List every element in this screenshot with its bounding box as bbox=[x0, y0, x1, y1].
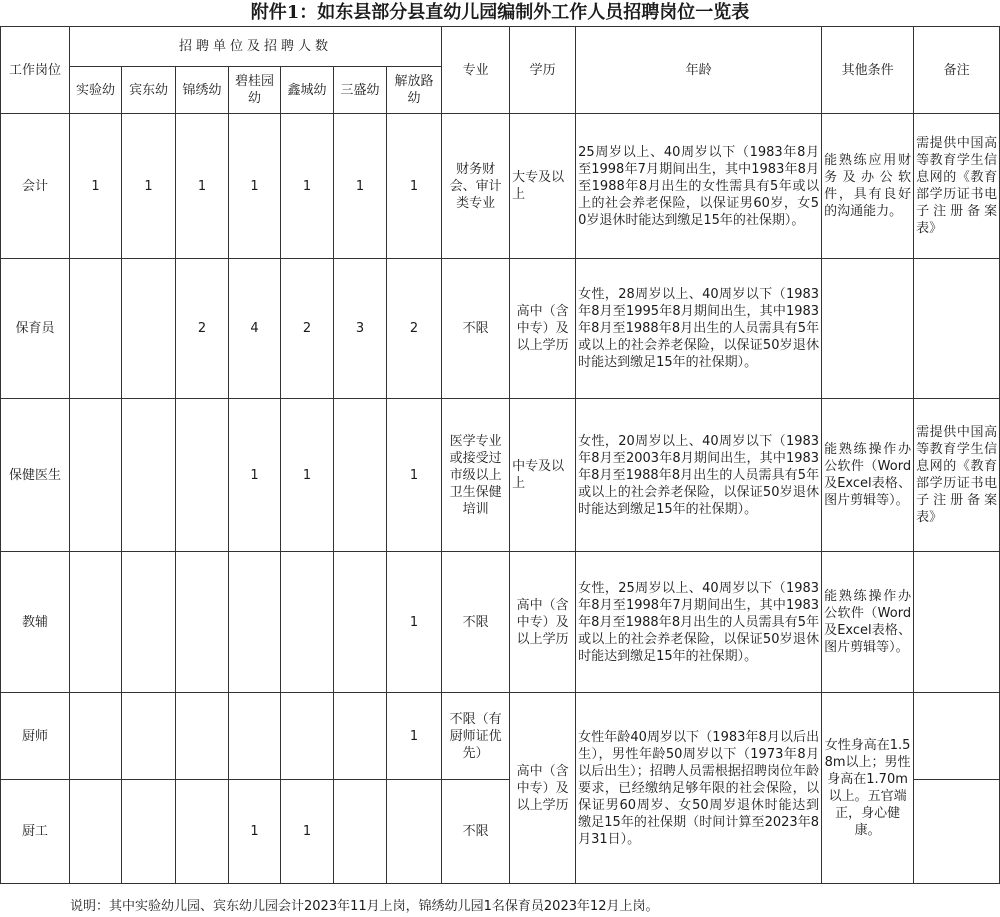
age-cell: 女性，28周岁以上、40周岁以下（1983年8月至1995年8月期间出生，其中1983年8月至1988年8月出生的人员需具有5年或以上的社会养老保险，以保证50岁退休时能达到缴足15年的社保期）。 bbox=[576, 259, 822, 399]
age-cell: 女性，20周岁以上、40周岁以下（1983年8月至2003年8月期间出生，其中1983年8月至1988年8月出生的人员需具有5年或以上的社会养老保险，以保证50岁退休时能达到缴足15年的社保期）。 bbox=[576, 399, 822, 552]
count-cell bbox=[70, 780, 122, 884]
table-row bbox=[1, 259, 1000, 399]
recruitment-table bbox=[0, 26, 1000, 884]
table-row bbox=[1, 114, 1000, 259]
count-cell: 2 bbox=[281, 259, 334, 399]
position-cell: 保健医生 bbox=[1, 399, 70, 552]
position-cell: 会计 bbox=[1, 114, 70, 259]
major-cell: 财务财会、审计类专业 bbox=[442, 114, 510, 259]
count-cell bbox=[229, 552, 281, 693]
count-cell bbox=[387, 780, 442, 884]
header-major: 专业 bbox=[442, 27, 510, 114]
count-cell: 2 bbox=[176, 259, 229, 399]
count-cell bbox=[122, 399, 176, 552]
count-cell bbox=[122, 552, 176, 693]
age-cell: 女性，25周岁以上、40周岁以下（1983年8月至1998年7月期间出生，其中1983年8月至1988年8月出生的人员需具有5年或以上的社会养老保险，以保证50岁退休时能达到缴足15年的社保期）。 bbox=[576, 552, 822, 693]
count-cell: 1 bbox=[387, 399, 442, 552]
other-cell: 能熟练操作办公软件（Word及Excel表格、图片剪辑等）。 bbox=[822, 399, 914, 552]
count-cell bbox=[334, 693, 387, 780]
count-cell: 1 bbox=[281, 114, 334, 259]
position-cell: 保育员 bbox=[1, 259, 70, 399]
count-cell: 1 bbox=[70, 114, 122, 259]
count-cell bbox=[70, 552, 122, 693]
header-unit: 三盛幼 bbox=[334, 67, 387, 114]
count-cell: 1 bbox=[122, 114, 176, 259]
remarks-cell bbox=[914, 693, 1000, 780]
table-row bbox=[1, 399, 1000, 552]
count-cell bbox=[122, 780, 176, 884]
count-cell bbox=[176, 399, 229, 552]
education-cell: 中专及以上 bbox=[510, 399, 576, 552]
count-cell: 2 bbox=[387, 259, 442, 399]
other-cell bbox=[822, 259, 914, 399]
other-cell: 能熟练应用财务及办公软件，具有良好的沟通能力。 bbox=[822, 114, 914, 259]
count-cell: 3 bbox=[334, 259, 387, 399]
position-cell: 厨师 bbox=[1, 693, 70, 780]
count-cell: 1 bbox=[387, 552, 442, 693]
header-unit: 碧桂园幼 bbox=[229, 67, 281, 114]
header-other: 其他条件 bbox=[822, 27, 914, 114]
document-title: 附件1：如东县部分县直幼儿园编制外工作人员招聘岗位一览表 bbox=[250, 2, 750, 23]
remarks-cell: 需提供中国高等教育学生信息网的《教育部学历证书电子注册备案表》 bbox=[914, 114, 1000, 259]
count-cell: 1 bbox=[334, 114, 387, 259]
age-cell: 女性年龄40周岁以下（1983年8月以后出生），男性年龄50周岁以下（1973年8月以后出生）；招聘人员需根据招聘岗位年龄要求，已经缴纳足够年限的社会保险，以保证男60周岁、女50周岁退休时能达到缴足15年的社保期（时间计算至2023年8月31日）。 bbox=[576, 693, 822, 884]
education-cell: 高中（含中专）及以上学历 bbox=[510, 693, 576, 884]
count-cell bbox=[334, 552, 387, 693]
major-cell: 医学专业或接受过市级以上卫生保健培训 bbox=[442, 399, 510, 552]
header-unit: 实验幼 bbox=[70, 67, 122, 114]
count-cell bbox=[122, 693, 176, 780]
header-age: 年龄 bbox=[576, 27, 822, 114]
footnote: 说明：其中实验幼儿园、宾东幼儿园会计2023年11月上岗，锦绣幼儿园1名保育员2023年12月上岗。 bbox=[70, 899, 659, 914]
remarks-cell bbox=[914, 780, 1000, 884]
table-row bbox=[1, 693, 1000, 780]
count-cell: 1 bbox=[281, 399, 334, 552]
count-cell bbox=[70, 259, 122, 399]
count-cell bbox=[70, 693, 122, 780]
count-cell: 1 bbox=[229, 780, 281, 884]
other-cell: 能熟练操作办公软件（Word及Excel表格、图片剪辑等）。 bbox=[822, 552, 914, 693]
header-unit: 鑫城幼 bbox=[281, 67, 334, 114]
count-cell: 1 bbox=[229, 399, 281, 552]
education-cell: 大专及以上 bbox=[510, 114, 576, 259]
position-cell: 教辅 bbox=[1, 552, 70, 693]
count-cell bbox=[281, 693, 334, 780]
count-cell: 1 bbox=[387, 693, 442, 780]
header-unit: 解放路幼 bbox=[387, 67, 442, 114]
header-units-group: 招聘单位及招聘人数 bbox=[70, 27, 442, 67]
major-cell: 不限 bbox=[442, 552, 510, 693]
count-cell bbox=[122, 259, 176, 399]
education-cell: 高中（含中专）及以上学历 bbox=[510, 259, 576, 399]
count-cell: 4 bbox=[229, 259, 281, 399]
major-cell: 不限 bbox=[442, 780, 510, 884]
remarks-cell bbox=[914, 552, 1000, 693]
header-unit: 宾东幼 bbox=[122, 67, 176, 114]
count-cell bbox=[176, 693, 229, 780]
header-remarks: 备注 bbox=[914, 27, 1000, 114]
count-cell: 1 bbox=[387, 114, 442, 259]
table-row bbox=[1, 552, 1000, 693]
count-cell: 1 bbox=[229, 114, 281, 259]
header-education: 学历 bbox=[510, 27, 576, 114]
position-cell: 厨工 bbox=[1, 780, 70, 884]
count-cell bbox=[70, 399, 122, 552]
count-cell bbox=[334, 399, 387, 552]
education-cell: 高中（含中专）及以上学历 bbox=[510, 552, 576, 693]
age-cell: 25周岁以上、40周岁以下（1983年8月至1998年7月期间出生，其中1983年8月至1988年8月出生的女性需具有5年或以上的社会养老保险，以保证男60岁，女50岁退休时能达到缴足15年的社保期）。 bbox=[576, 114, 822, 259]
count-cell: 1 bbox=[281, 780, 334, 884]
count-cell bbox=[281, 552, 334, 693]
header-unit: 锦绣幼 bbox=[176, 67, 229, 114]
count-cell bbox=[176, 780, 229, 884]
count-cell bbox=[229, 693, 281, 780]
remarks-cell: 需提供中国高等教育学生信息网的《教育部学历证书电子注册备案表》 bbox=[914, 399, 1000, 552]
count-cell: 1 bbox=[176, 114, 229, 259]
major-cell: 不限（有厨师证优先） bbox=[442, 693, 510, 780]
header-position: 工作岗位 bbox=[1, 27, 70, 114]
remarks-cell bbox=[914, 259, 1000, 399]
other-cell: 女性身高在1.58m以上；男性身高在1.70m以上。五官端正，身心健康。 bbox=[822, 693, 914, 884]
major-cell: 不限 bbox=[442, 259, 510, 399]
count-cell bbox=[334, 780, 387, 884]
count-cell bbox=[176, 552, 229, 693]
